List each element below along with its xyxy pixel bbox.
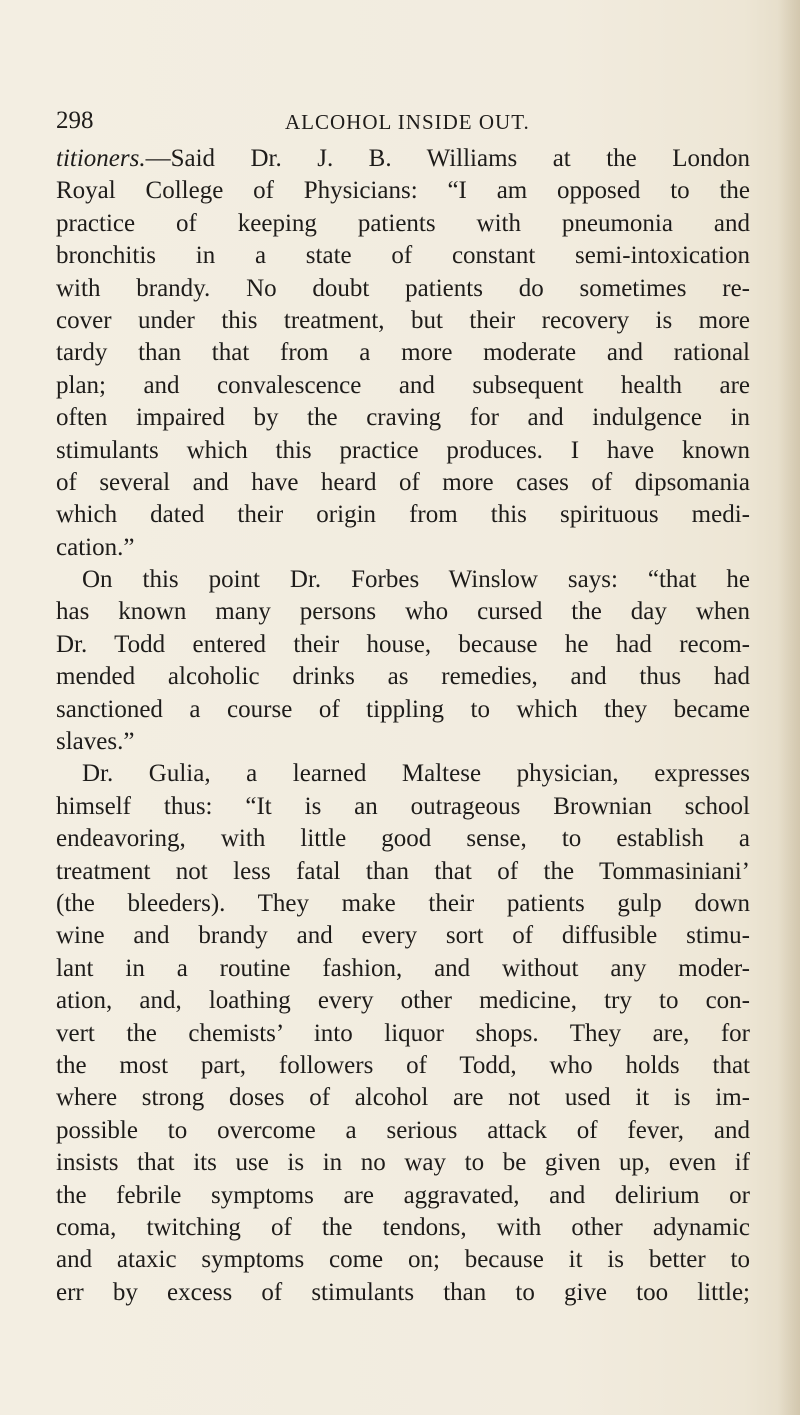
- page-edge-shadow: [778, 0, 800, 1415]
- text-line: lant in a routine fashion, and without any moder-: [56, 954, 750, 982]
- text-line: wine and brandy and every sort of diffusible stimu-: [56, 922, 750, 950]
- text-line: coma, twitching of the tendons, with other adynamic: [56, 1213, 750, 1241]
- text-line: bronchitis in a state of constant semi-intoxication: [56, 242, 750, 270]
- text-line: cover under this treatment, but their recovery is more: [56, 306, 750, 334]
- text-line: On this point Dr. Forbes Winslow says: “that he: [82, 566, 750, 594]
- text-line: treatment not less fatal than that of the Tommasiniani’: [56, 857, 750, 885]
- text-line: himself thus: “It is an outrageous Brownian school: [56, 792, 750, 820]
- running-title: ALCOHOL INSIDE OUT.: [285, 110, 530, 134]
- text-line: cation.”: [56, 533, 135, 561]
- text-line: possible to overcome a serious attack of fever, and: [56, 1116, 750, 1144]
- text-line: vert the chemists’ into liquor shops. They are, for: [56, 1019, 750, 1047]
- text-line: Dr. Todd entered their house, because he had recom-: [56, 630, 750, 658]
- text-line: Dr. Gulia, a learned Maltese physician, expresses: [82, 760, 750, 788]
- text-line: where strong doses of alcohol are not used it is im-: [56, 1084, 750, 1112]
- text-line: the febrile symptoms are aggravated, and delirium or: [56, 1181, 750, 1209]
- text-line: plan; and convalescence and subsequent health are: [56, 371, 750, 399]
- text-line: with brandy. No doubt patients do sometimes re-: [56, 274, 750, 302]
- text-line: (the bleeders). They make their patients gulp down: [56, 889, 750, 917]
- page-number: 298: [56, 107, 94, 134]
- text-line-content: —Said Dr. J. B. Williams at the London: [145, 145, 750, 172]
- text-line: Royal College of Physicians: “I am opposed to the: [56, 177, 750, 205]
- text-line: mended alcoholic drinks as remedies, and thus had: [56, 663, 750, 691]
- text-line: sanctioned a course of tippling to which they became: [56, 695, 750, 723]
- text-line: insists that its use is in no way to be given up, even if: [56, 1149, 750, 1177]
- text-line: and ataxic symptoms come on; because it is better to: [56, 1246, 750, 1274]
- text-line: stimulants which this practice produces. I have known: [56, 436, 750, 464]
- text-line: ation, and, loathing every other medicine, try to con-: [56, 987, 750, 1015]
- text-line: endeavoring, with little good sense, to establish a: [56, 825, 750, 853]
- text-line: which dated their origin from this spirituous medi-: [56, 501, 750, 529]
- text-line: has known many persons who cursed the day when: [56, 598, 750, 626]
- text-line: practice of keeping patients with pneumonia and: [56, 209, 750, 237]
- text-line: tardy than that from a more moderate and rational: [56, 339, 750, 367]
- text-line: the most part, followers of Todd, who holds that: [56, 1051, 750, 1079]
- text-line: slaves.”: [56, 728, 135, 756]
- body-text: [56, 143, 750, 1309]
- text-line: [56, 143, 750, 175]
- text-line: err by excess of stimulants than to give too little;: [56, 1278, 750, 1306]
- text-line-italic: titioners.: [56, 145, 146, 172]
- text-line: often impaired by the craving for and indulgence in: [56, 404, 750, 432]
- page-header: [56, 106, 756, 140]
- text-line: of several and have heard of more cases of dipsomania: [56, 468, 750, 496]
